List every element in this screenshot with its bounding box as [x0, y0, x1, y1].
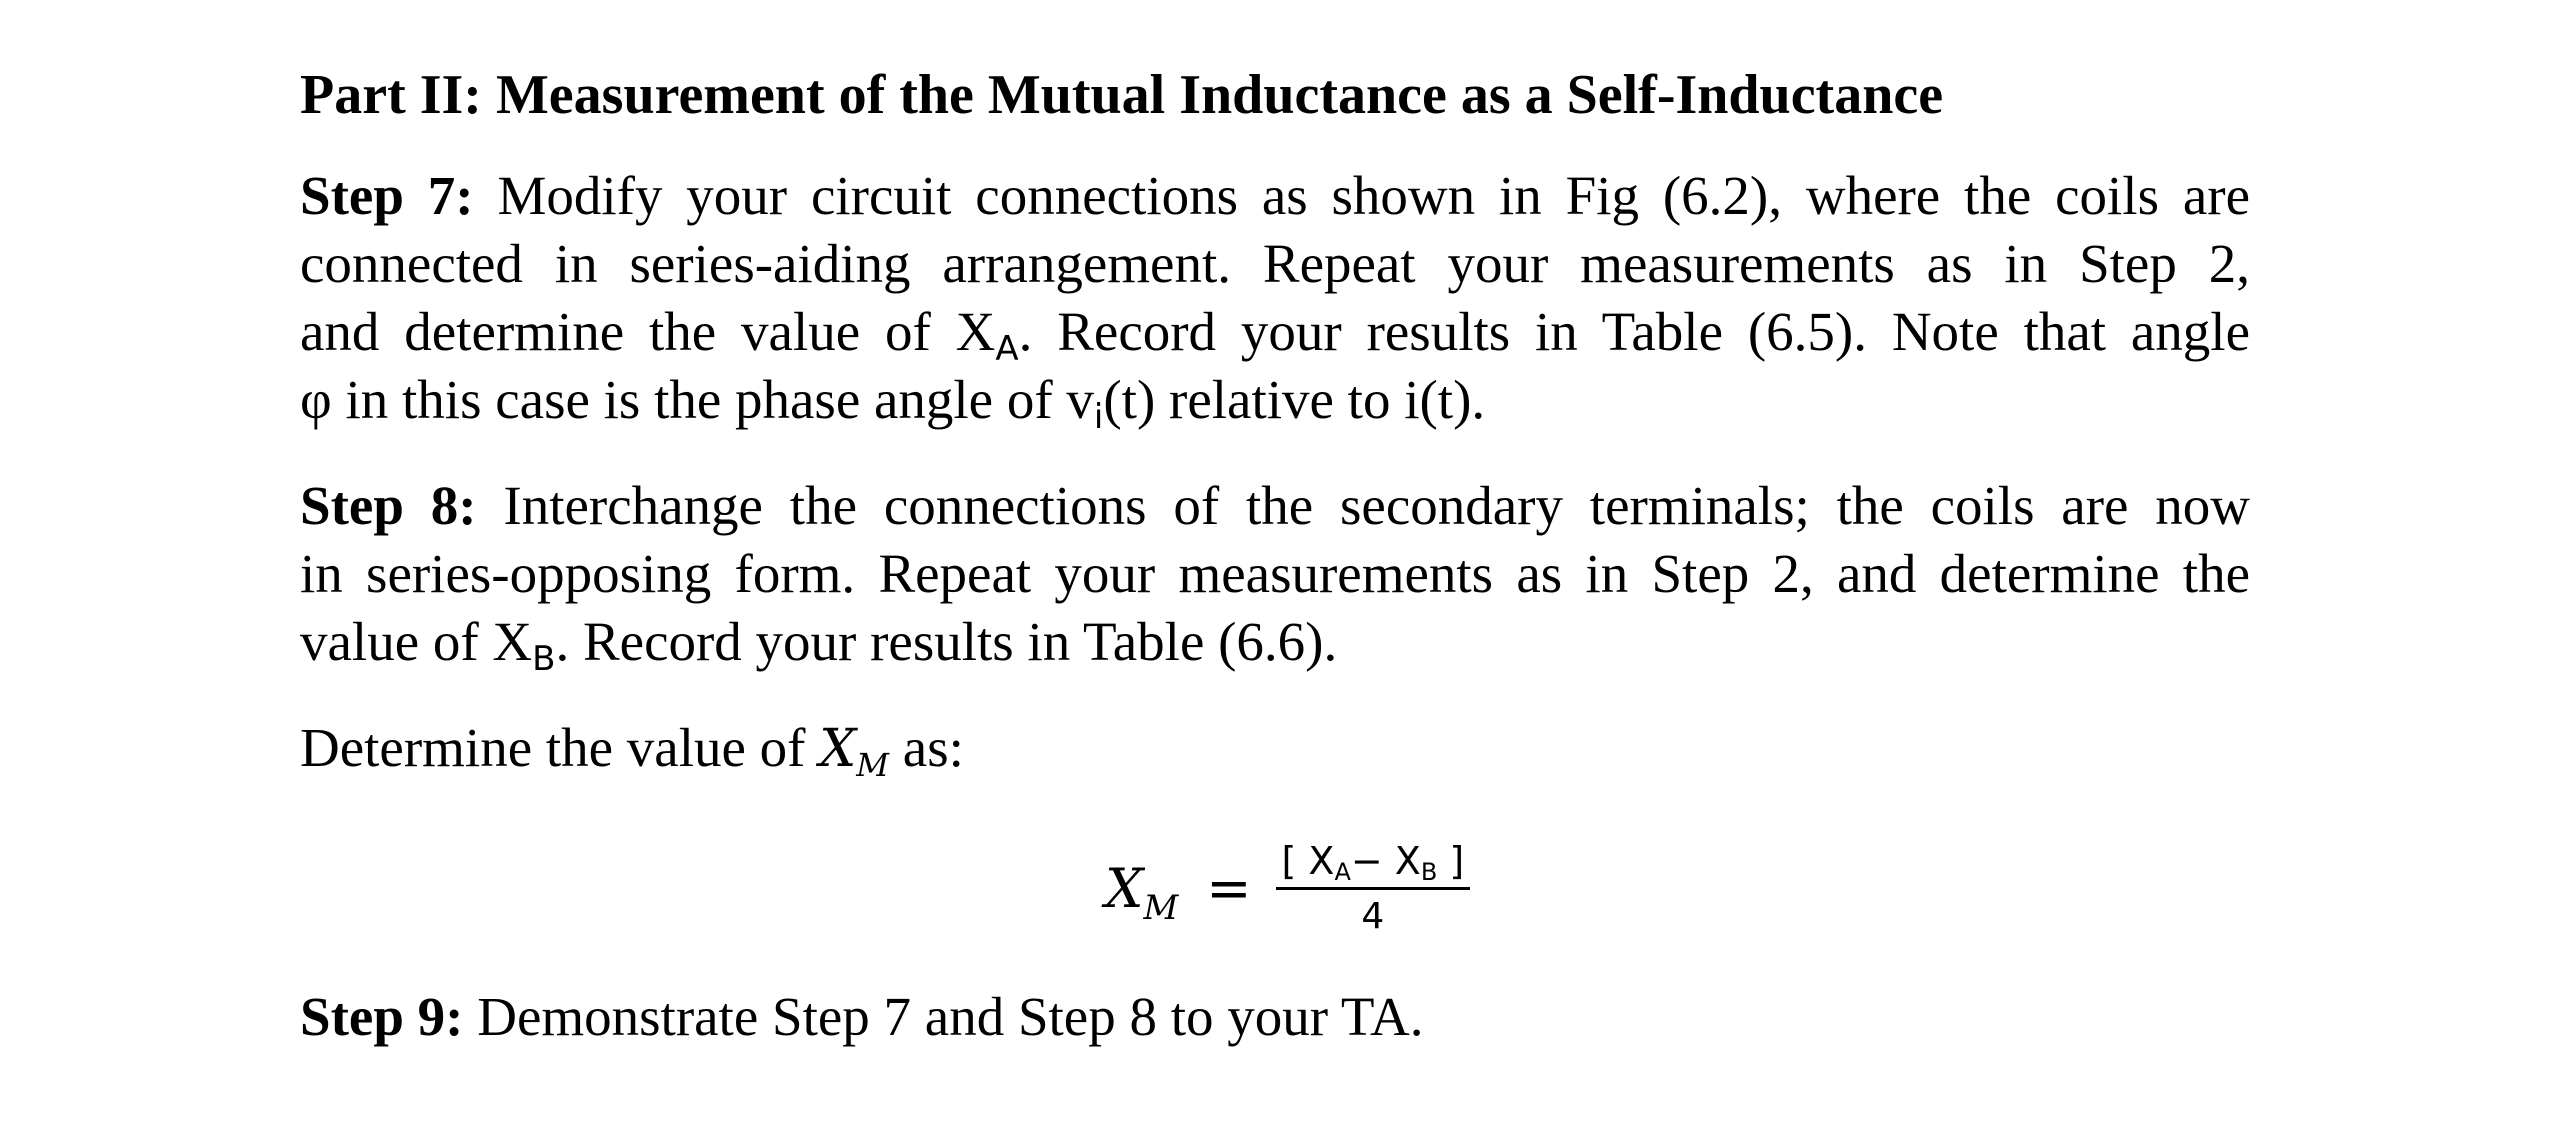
step-8-line-2: in series-opposing form. Repeat your measurements as in Step 2, and determine the	[300, 543, 2250, 604]
step-7-text-3a: and determine the value of X	[300, 301, 996, 362]
step-8-label: Step 8:	[300, 475, 477, 536]
num-sub-a: A	[1334, 858, 1351, 886]
fraction-denominator: 4	[1361, 896, 1385, 937]
equation-lhs	[1105, 856, 1179, 928]
subscript-i: i	[1093, 397, 1104, 437]
step-7-line-4	[300, 366, 2250, 437]
step-7-text-3b: . Record your results in Table (6.5). Note that angle	[1018, 301, 2250, 362]
determine-line	[300, 714, 2250, 783]
subscript-b: B	[532, 639, 556, 679]
step-7-text-4a: φ in this case is the phase angle of v	[300, 369, 1094, 430]
step-7-text-4b: (t) relative to i(t).	[1103, 369, 1486, 430]
step-7-paragraph	[300, 162, 2250, 437]
step-7-line-1	[300, 162, 2250, 230]
subscript-a: A	[995, 329, 1019, 369]
step-8-text-3a: value of X	[300, 611, 533, 672]
num-open: [ X	[1281, 839, 1335, 883]
variable-x	[819, 719, 890, 784]
num-close: ]	[1437, 839, 1465, 883]
num-minus: − X	[1350, 839, 1421, 883]
step-7-label: Step 7:	[300, 165, 474, 226]
equation-block	[300, 813, 2250, 963]
determine-text-a: Determine the value of	[300, 717, 820, 778]
document-page	[300, 60, 2250, 1081]
num-sub-b: B	[1420, 858, 1438, 886]
step-8-line-3	[300, 608, 2250, 679]
section-heading: Part II: Measurement of the Mutual Inductance as a Self-Inductance	[300, 64, 1944, 126]
step-7-line-3	[300, 298, 2250, 369]
step-8-text-3b: . Record your results in Table (6.6).	[555, 611, 1338, 672]
fraction	[1276, 839, 1471, 937]
step-9-line	[300, 983, 2250, 1051]
variable-x-sub: M	[856, 746, 890, 784]
determine-text-b: as:	[889, 717, 964, 778]
step-9-label: Step 9:	[300, 986, 464, 1047]
variable-x-base: X	[819, 719, 857, 779]
step-8-line-1	[300, 472, 2250, 540]
step-7-text-1: Modify your circuit connections as shown in Fig (6.2), where the coils are	[497, 165, 2250, 226]
equation-lhs-base: X	[1105, 856, 1144, 920]
equation	[1105, 813, 1470, 963]
fraction-numerator	[1276, 839, 1471, 890]
step-9-text: Demonstrate Step 7 and Step 8 to your TA.	[463, 986, 1424, 1047]
step-8-text-1: Interchange the connections of the secondary terminals; the coils are now	[503, 475, 2250, 536]
equals-sign: =	[1206, 856, 1252, 920]
step-8-paragraph	[300, 472, 2250, 679]
equation-lhs-sub: M	[1143, 887, 1179, 928]
step-7-line-2: connected in series-aiding arrangement. Repeat your measurements as in Step 2,	[300, 233, 2250, 294]
